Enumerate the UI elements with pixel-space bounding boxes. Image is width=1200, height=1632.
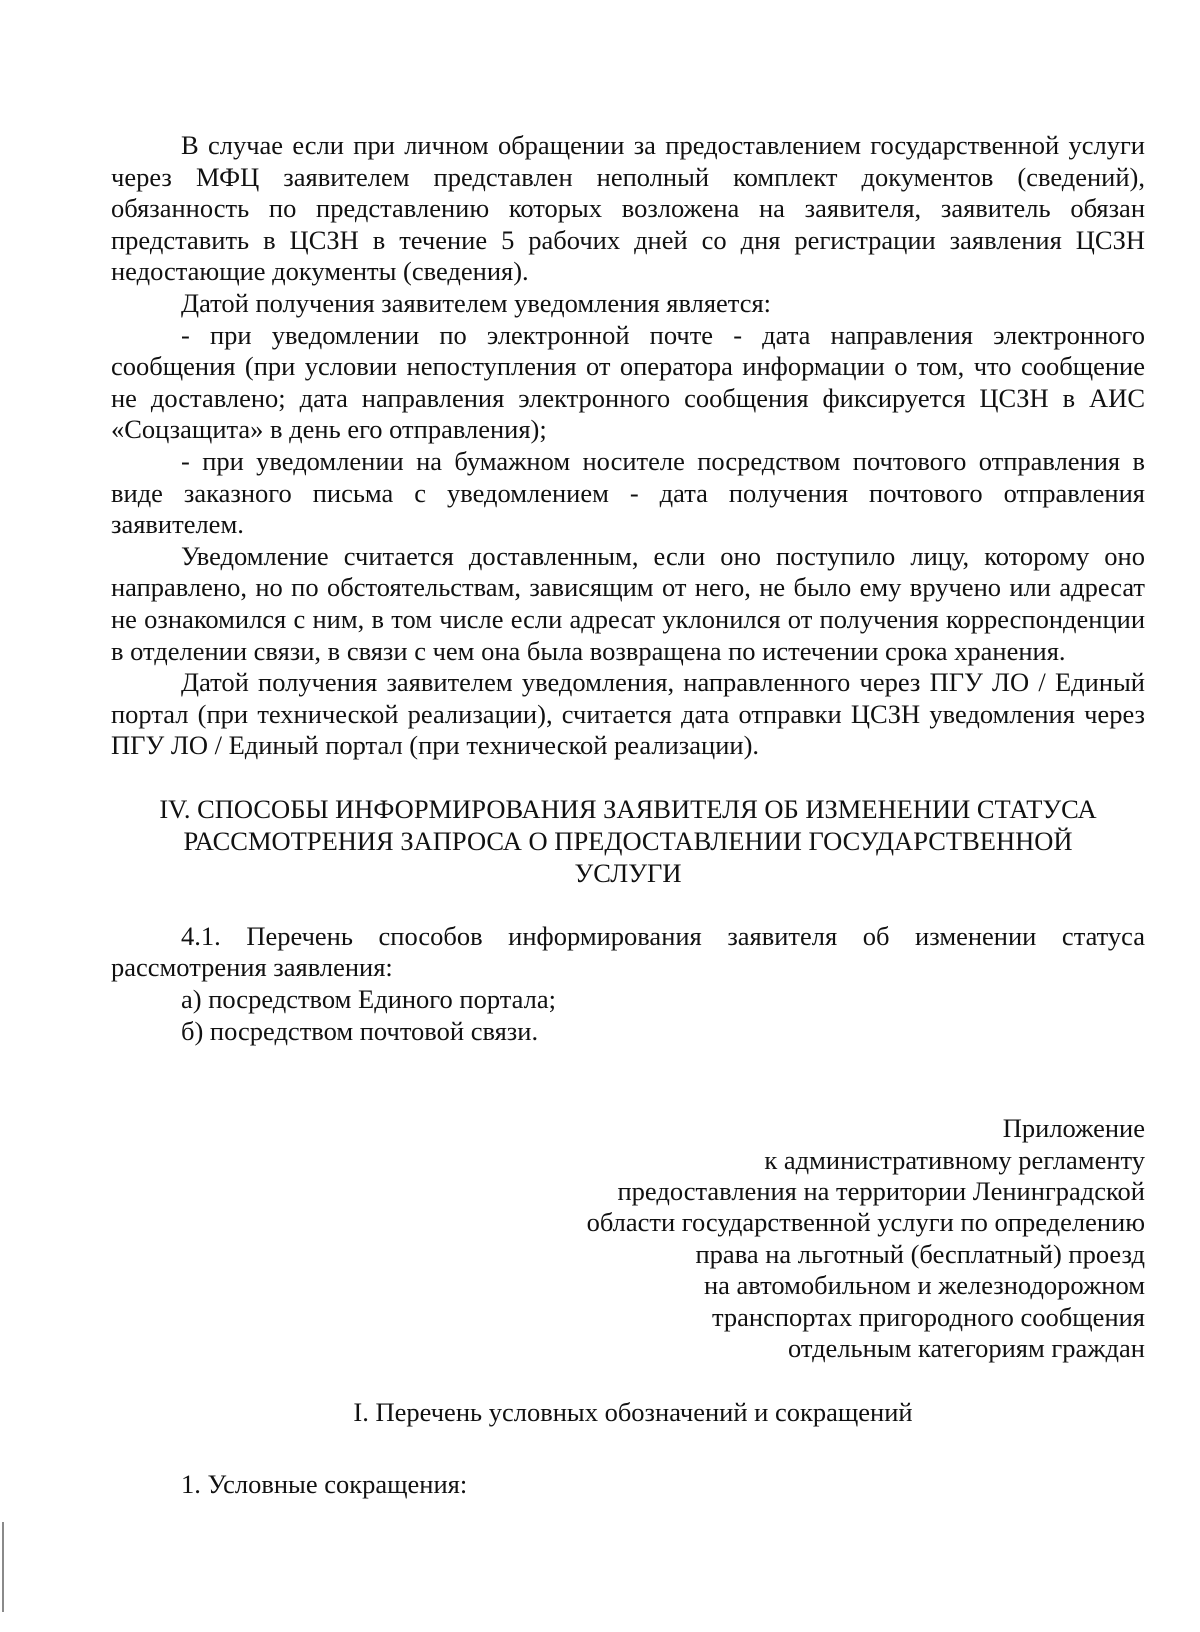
appendix-line: отдельным категориям граждан [787, 1333, 1145, 1364]
paragraph-delivered-notification: Уведомление считается доставленным, если оно поступило лицу, которому оно направлено, но по обстоятельствам, зависящим от него, не было ему вручено или адресат не ознакомился с ним, в том числе если адресат уклонился от получения корреспонденции в отделении связи, в связи с чем она была возвращена по истечении срока хранения. [111, 540, 1145, 666]
paragraph-portal-notification: Датой получения заявителем уведомления, направленного через ПГУ ЛО / Единый портал (при технической реализации), считается дата отправки ЦСЗН уведомления через ПГУ ЛО / Единый портал (при технической реализации). [111, 667, 1145, 761]
option-b: б) посредством почтовой связи. [181, 1015, 539, 1046]
appendix-line: транспортах пригородного сообщения [711, 1301, 1145, 1332]
document-page [111, 130, 1145, 1501]
paragraph-notification-date: Датой получения заявителем уведомления является: [181, 287, 772, 318]
paragraph-email-notification: - при уведомлении по электронной почте - дата направления электронного сообщения (при условии непоступления от оператора информации о том, что сообщение не доставлено; дата направления электронного сообщения фиксируется ЦСЗН в АИС «Соцзащита» в день его отправления); [111, 319, 1145, 445]
appendix-line: предоставления на территории Ленинградской [617, 1176, 1145, 1207]
option-a: а) посредством Единого портала; [181, 984, 556, 1015]
item-1-abbreviations: 1. Условные сокращения: [181, 1469, 468, 1500]
paragraph-paper-notification: - при уведомлении на бумажном носителе посредством почтового отправления в виде заказного письма с уведомлением - дата получения почтового отправления заявителем. [111, 445, 1145, 540]
item-4-1: 4.1. Перечень способов информирования заявителя об изменении статуса рассмотрения заявления: [111, 920, 1145, 983]
appendix-line: области государственной услуги по определению [586, 1207, 1145, 1238]
paragraph-incomplete-documents: В случае если при личном обращении за предоставлением государственной услуги через МФЦ заявителем представлен неполный комплект документов (сведений), обязанность по представлению которых возложена на заявителя, заявитель обязан представить в ЦСЗН в течение 5 рабочих дней со дня регистрации заявления ЦСЗН недостающие документы (сведения). [111, 130, 1145, 287]
section-iv-title-line: УСЛУГИ [574, 857, 682, 888]
appendix-line: на автомобильном и железнодорожном [703, 1270, 1145, 1301]
section-iv-title-line: РАССМОТРЕНИЯ ЗАПРОСА О ПРЕДОСТАВЛЕНИИ ГОСУДАРСТВЕННОЙ [183, 825, 1073, 856]
section-iv-title-line: IV. СПОСОБЫ ИНФОРМИРОВАНИЯ ЗАЯВИТЕЛЯ ОБ ИЗМЕНЕНИИ СТАТУСА [159, 793, 1097, 824]
scan-edge-mark [2, 1522, 4, 1612]
appendix-line: права на льготный (бесплатный) проезд [695, 1238, 1145, 1269]
section-i-title: I. Перечень условных обозначений и сокращений [353, 1396, 913, 1427]
appendix-note [111, 1113, 1145, 1364]
appendix-line: к административному регламенту [764, 1144, 1145, 1175]
appendix-line: Приложение [1002, 1113, 1145, 1144]
section-iv-title [111, 793, 1145, 889]
